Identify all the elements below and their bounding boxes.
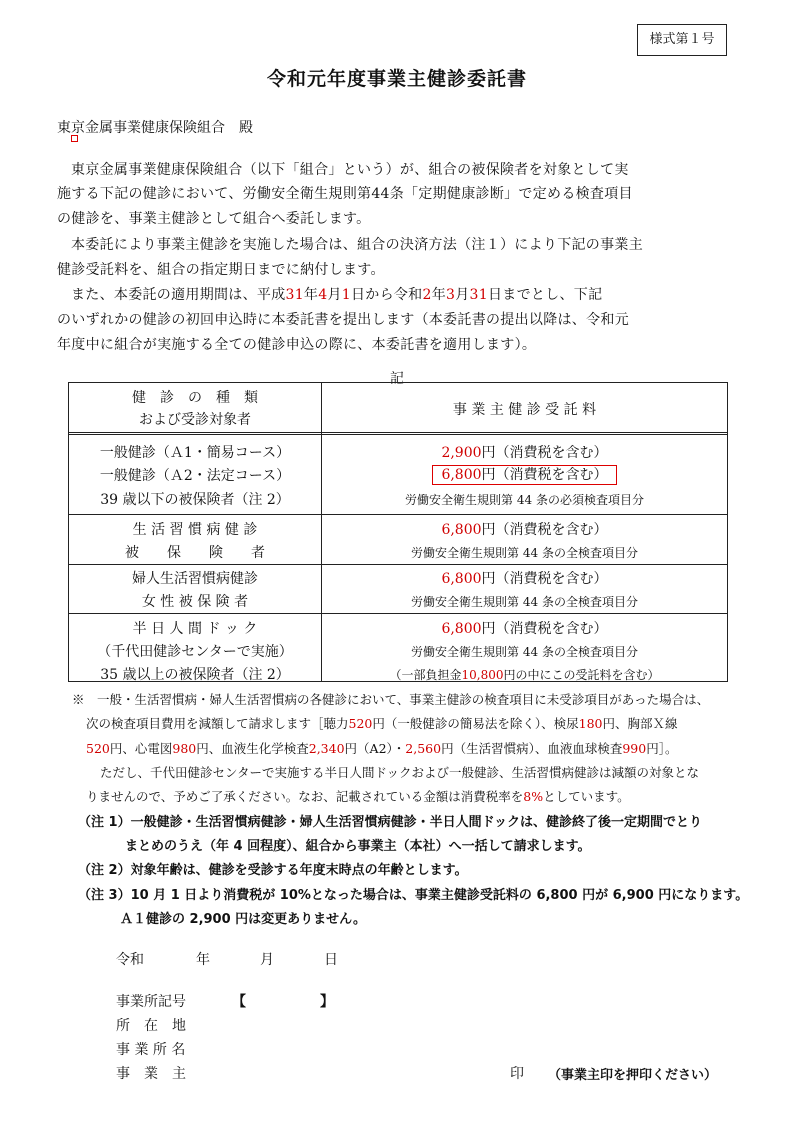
asterisk-note-line-1: ※ 一般・生活習慣病・婦人生活習慣病の各健診において、事業主健診の検査項目に未受診項目があった場合は、 bbox=[72, 692, 710, 707]
asterisk-note-line-4: ただし、千代田健診センターで実施する半日人間ドックおよび一般健診、生活習慣病健診は減額の対象とな bbox=[100, 765, 700, 780]
row1-price-1: 2,900円（消費税を含む） bbox=[441, 445, 608, 461]
document-title: 令和元年度事業主健診委託書 bbox=[266, 68, 527, 90]
row2-left-line-1: 生 活 習 慣 病 健 診 bbox=[132, 522, 258, 538]
row2-price: 6,800円（消費税を含む） bbox=[441, 522, 608, 538]
seal-mark: 印 bbox=[510, 1066, 524, 1082]
row3-price: 6,800円（消費税を含む） bbox=[441, 571, 608, 587]
row4-copay-note: （一部負担金10,800円の中にこの受託料を含む） bbox=[389, 668, 660, 682]
table-row-divider bbox=[69, 564, 727, 565]
paragraph-1-line-2: 施する下記の健診において、労働安全衛生規則第44条「定期健康診断」で定める検査項目 bbox=[57, 186, 633, 202]
form-number: 様式第１号 bbox=[637, 24, 727, 56]
note-3-line-2: Ａ１健診の 2,900 円は変更ありません。 bbox=[120, 912, 366, 927]
row4-note: 労働安全衛生規則第 44 条の全検査項目分 bbox=[411, 645, 638, 659]
note-2: （注 2）対象年齢は、健診を受診する年度末時点の年齢とします。 bbox=[78, 863, 468, 878]
location-label: 所 在 地 bbox=[116, 1018, 186, 1034]
note-1-line-1: （注 1）一般健診・生活習慣病健診・婦人生活習慣病健診・半日人間ドックは、健診終了後一定期間でとり bbox=[78, 815, 703, 830]
date-era: 令和 bbox=[116, 952, 144, 968]
ki-heading: 記 bbox=[390, 371, 404, 387]
row1-left-line-3: 39 歳以下の被保険者（注 2） bbox=[100, 492, 290, 508]
paragraph-3-line-1: また、本委託の適用期間は、平成31年4月1日から令和2年3月31日までとし、下記 bbox=[71, 287, 603, 303]
row1-left-line-2: 一般健診（Ａ2・法定コース） bbox=[99, 468, 291, 484]
addressee: 東京金属事業健康保険組合 殿 bbox=[57, 120, 253, 136]
employer-label: 事 業 主 bbox=[116, 1066, 186, 1082]
table-row-divider bbox=[69, 514, 727, 515]
table-header-divider bbox=[69, 432, 727, 435]
row2-left-line-2: 被 保 険 者 bbox=[125, 545, 265, 561]
office-name-label: 事 業 所 名 bbox=[116, 1042, 186, 1058]
row4-left-line-1: 半 日 人 間 ド ッ ク bbox=[132, 621, 258, 637]
date-day-label: 日 bbox=[324, 952, 338, 968]
paragraph-2-line-2: 健診受託料を、組合の指定期日までに納付します。 bbox=[57, 262, 385, 278]
header-left-line-2: および受診対象者 bbox=[139, 412, 251, 428]
row3-note: 労働安全衛生規則第 44 条の全検査項目分 bbox=[411, 595, 638, 609]
date-year-label: 年 bbox=[196, 952, 210, 968]
paragraph-2-line-1: 本委託により事業主健診を実施した場合は、組合の決済方法（注１）により下記の事業主 bbox=[71, 237, 643, 253]
asterisk-note-line-2: 次の検査項目費用を減額して請求します［聴力520円（一般健診の簡易法を除く）、検尿180円、胸部Ｘ線 bbox=[86, 716, 678, 731]
row3-left-line-2: 女 性 被 保 険 者 bbox=[141, 594, 249, 610]
row4-left-line-2: （千代田健診センターで実施） bbox=[97, 644, 293, 660]
header-right: 事 業 主 健 診 受 託 料 bbox=[452, 402, 597, 418]
office-number-bracket-open: 【 bbox=[232, 994, 246, 1010]
row4-price: 6,800円（消費税を含む） bbox=[441, 621, 608, 637]
asterisk-note-line-5: りませんので、予めご了承ください。なお、記載されている金額は消費税率を8%としています。 bbox=[86, 789, 630, 804]
paragraph-3-line-3: 年度中に組合が実施する全ての健診申込の際に、本委託書を適用します）。 bbox=[57, 337, 537, 353]
edit-mark bbox=[71, 135, 78, 142]
asterisk-note-line-3: 520円、心電図980円、血液生化学検査2,340円（A2）・2,560円（生活習慣病）、血液血球検査990円］。 bbox=[86, 741, 678, 756]
row1-left-line-1: 一般健診（Ａ1・簡易コース） bbox=[99, 445, 291, 461]
office-number-bracket-close: 】 bbox=[320, 994, 334, 1010]
paragraph-1-line-1: 東京金属事業健康保険組合（以下「組合」という）が、組合の被保険者を対象として実 bbox=[71, 162, 629, 178]
note-3-line-1: （注 3）10 月 1 日より消費税が 10%となった場合は、事業主健診受託料の 6,800 円が 6,900 円になります。 bbox=[78, 888, 749, 903]
note-1-line-2: まとめのうえ（年 4 回程度）、組合から事業主（本社）へ一括して請求します。 bbox=[125, 839, 591, 854]
row1-note: 労働安全衛生規則第 44 条の必須検査項目分 bbox=[405, 493, 644, 507]
date-month-label: 月 bbox=[260, 952, 274, 968]
seal-instruction: （事業主印を押印ください） bbox=[548, 1068, 718, 1083]
header-left-line-1: 健 診 の 種 類 bbox=[132, 390, 258, 406]
table-row-divider bbox=[69, 613, 727, 614]
row4-left-line-3: 35 歳以上の被保険者（注 2） bbox=[100, 667, 290, 683]
row2-note: 労働安全衛生規則第 44 条の全検査項目分 bbox=[411, 546, 638, 560]
row3-left-line-1: 婦人生活習慣病健診 bbox=[132, 571, 258, 587]
fee-table bbox=[68, 382, 728, 682]
row1-price-2: 6,800円（消費税を含む） bbox=[322, 464, 727, 484]
office-number-label: 事業所記号 bbox=[116, 994, 186, 1010]
paragraph-3-line-2: のいずれかの健診の初回申込時に本委託書を提出します（本委託書の提出以降は、令和元 bbox=[57, 312, 629, 328]
paragraph-1-line-3: の健診を、事業主健診として組合へ委託します。 bbox=[57, 211, 371, 227]
